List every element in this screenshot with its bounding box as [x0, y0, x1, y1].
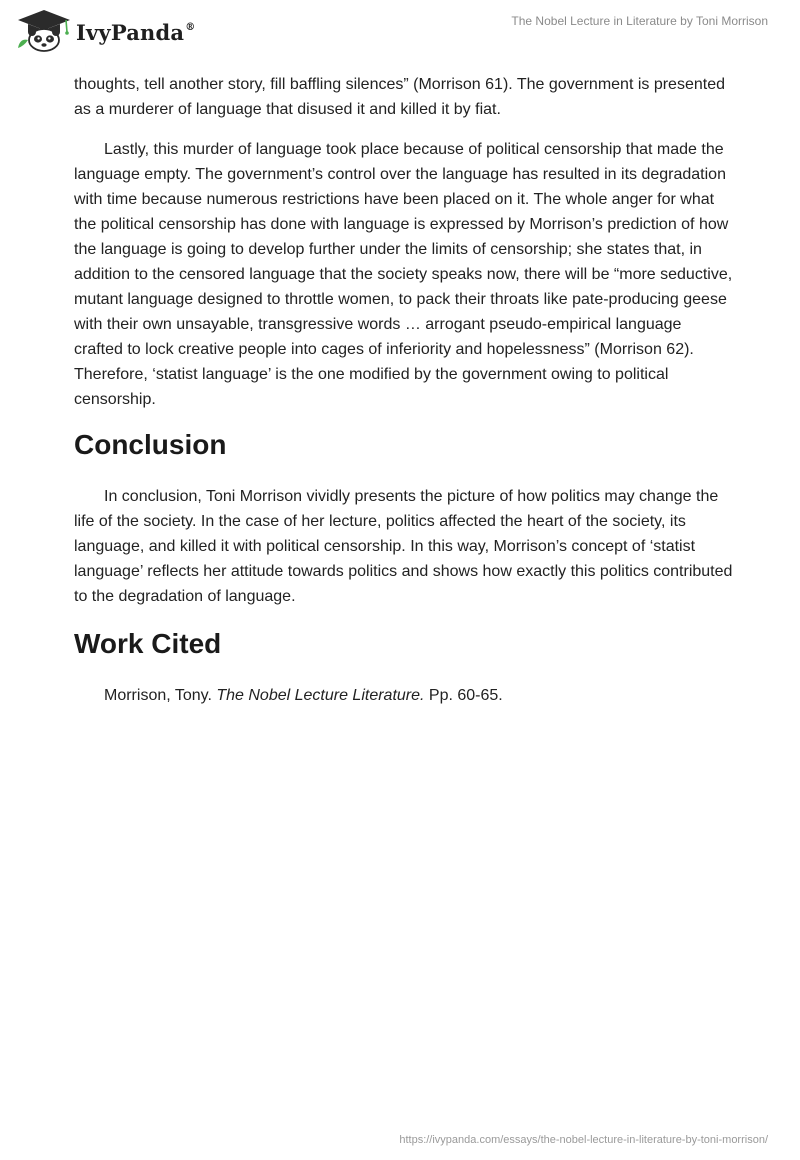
paragraph-continued: thoughts, tell another story, fill baffling silences” (Morrison 61). The government is presented as a murderer of language that disused it and killed it by fiat.: [74, 76, 725, 118]
works-cited-heading: Work Cited: [74, 628, 222, 659]
citation-pages: Pp. 60-65.: [424, 687, 503, 704]
source-url-link[interactable]: https://ivypanda.com/essays/the-nobel-lecture-in-literature-by-toni-morrison/: [399, 1134, 768, 1146]
citation-author: Morrison, Tony.: [104, 687, 217, 704]
conclusion-heading: Conclusion: [74, 429, 227, 460]
brand-name: IvyPanda®: [76, 19, 196, 45]
document-title: The Nobel Lecture in Literature by Toni Morrison: [511, 14, 768, 28]
citation-entry: [74, 683, 734, 708]
page-header: [0, 0, 800, 70]
registered-mark: ®: [185, 21, 196, 33]
paragraph-lastly: Lastly, this murder of language took place because of political censorship that made the language empty. The government’s control over the language has resulted in its degradation with time because numerous restrictions have been placed on it. The whole anger for what the political censorship has done with language is expressed by Morrison’s prediction of how the language is going to develop further under the limits of censorship; she states that, in addition to the censored language that the society speaks now, there will be “more seductive, mutant language designed to throttle women, to pack their throats like pate-producing geese with their own unsayable, transgressive words … arrogant pseudo-empirical language crafted to lock creative people into cages of inferiority and hopelessness” (Morrison 62). Therefore, ‘statist language’ is the one modified by the government owing to political censorship.: [74, 141, 733, 408]
citation-title: The Nobel Lecture Literature.: [216, 687, 425, 704]
ivypanda-logo[interactable]: [14, 8, 195, 52]
essay-content: [74, 72, 734, 708]
conclusion-paragraph: In conclusion, Toni Morrison vividly presents the picture of how politics may change the life of the society. In the case of her lecture, politics affected the heart of the society, its language, and killed it with political censorship. In this way, Morrison’s concept of ‘statist language’ reflects her attitude towards politics and shows how exactly this politics contributed to the degradation of language.: [74, 488, 733, 605]
panda-graduate-icon: [14, 8, 74, 52]
